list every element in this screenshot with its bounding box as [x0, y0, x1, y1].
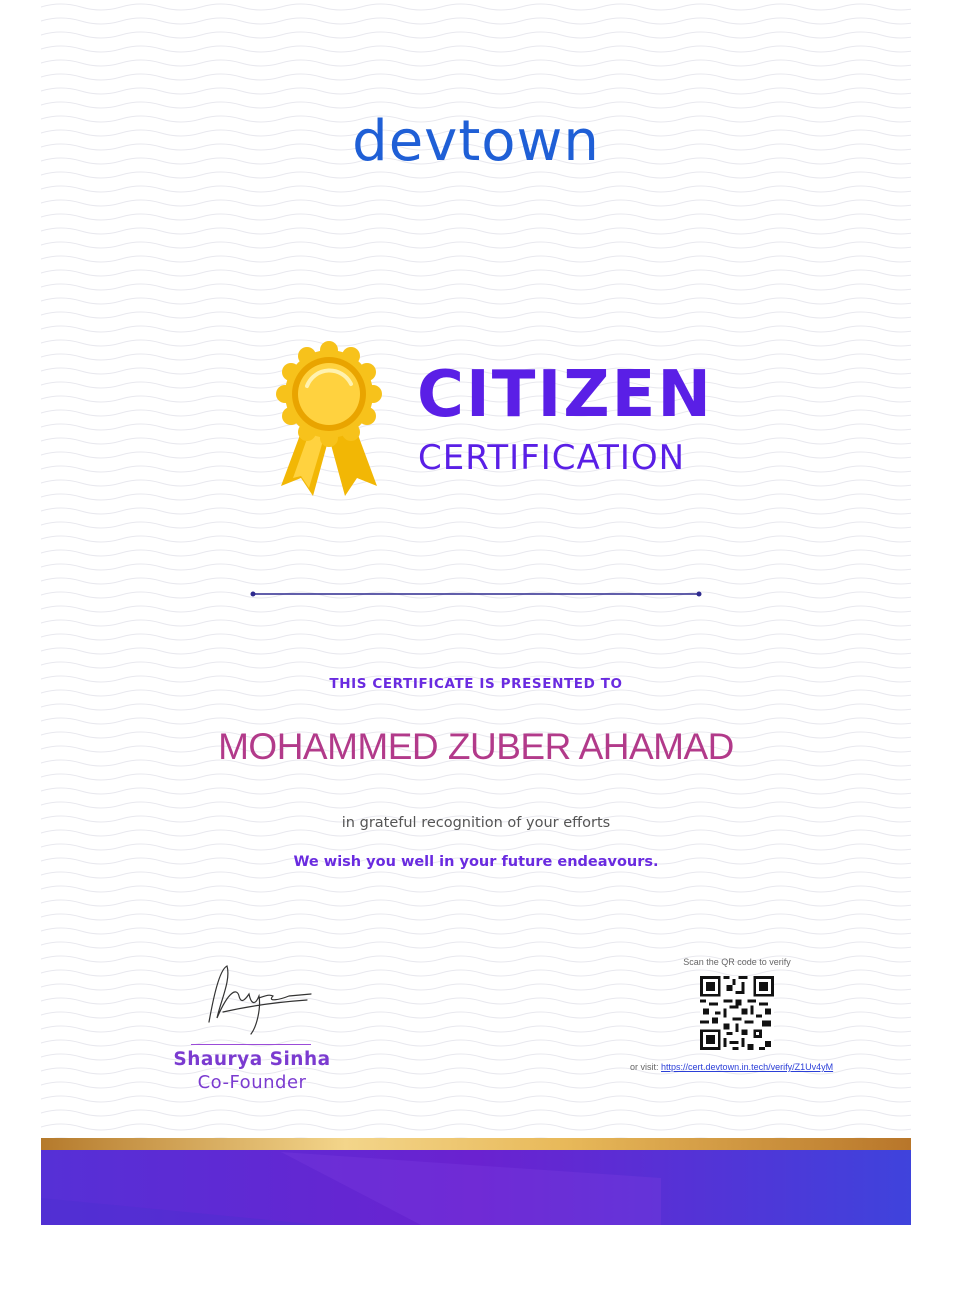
wish-text: We wish you well in your future endeavours.: [293, 854, 659, 870]
signatory-role: Co-Founder: [197, 1072, 307, 1093]
award-ribbon-icon: [273, 338, 385, 500]
footer-decorative-band: [41, 1138, 911, 1225]
certificate-title: CITIZEN: [417, 358, 713, 432]
qr-code-icon[interactable]: [700, 976, 774, 1050]
verify-link-line: [630, 1062, 833, 1072]
recipient-name: MOHAMMED ZUBER AHAMAD: [218, 726, 734, 767]
handwritten-signature: [199, 960, 319, 1040]
verify-url-link[interactable]: https://cert.devtown.in.tech/verify/Z1Uv4yM: [661, 1062, 834, 1072]
signatory-name: Shaurya Sinha: [173, 1049, 331, 1070]
decorative-divider: [250, 588, 702, 600]
qr-caption: Scan the QR code to verify: [683, 957, 791, 967]
signature-line: [191, 1044, 311, 1045]
recognition-text: in grateful recognition of your efforts: [341, 815, 611, 831]
presented-to-label: THIS CERTIFICATE IS PRESENTED TO: [329, 676, 623, 692]
devtown-logo: devtown: [352, 109, 600, 174]
certificate-subtitle: CERTIFICATION: [418, 438, 686, 478]
visit-label: or visit:: [630, 1062, 659, 1072]
certificate: [41, 0, 911, 1225]
